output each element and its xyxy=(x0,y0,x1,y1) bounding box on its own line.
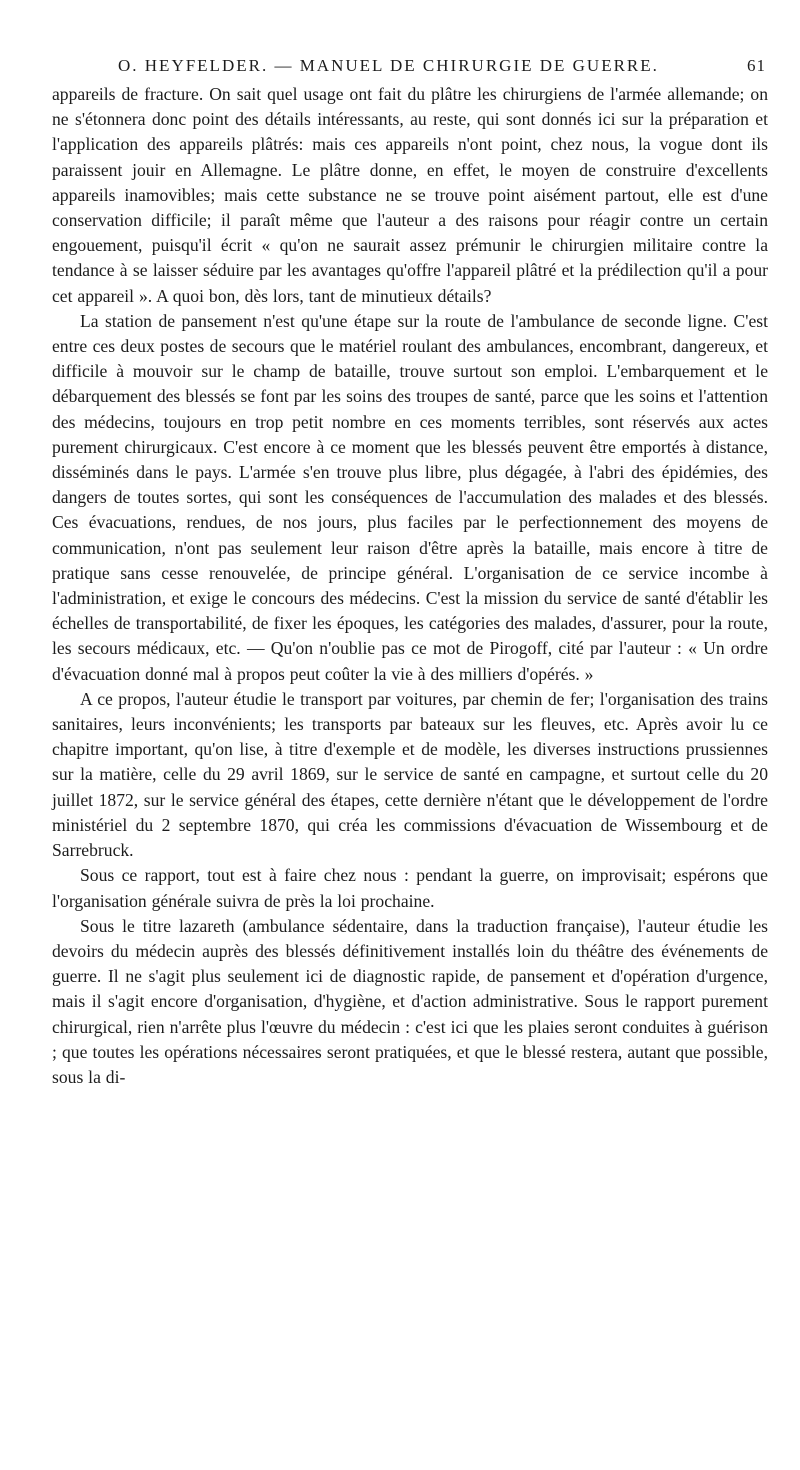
body-text xyxy=(52,82,768,1090)
running-head xyxy=(52,56,768,76)
paragraph-continued: appareils de fracture. On sait quel usage ont fait du plâtre les chirurgiens de l'armée allemande; on ne s'étonnera donc point des détails intéressants, au reste, qui sont donnés ici sur la préparation et l'application des appareils plâtrés: mais ces appareils n'ont point, chez nous, la vogue dont ils paraissent jouir en Allemagne. Le plâtre donne, en effet, le moyen de construire d'excellents appareils inamovibles; mais cette substance ne se trouve point aisément partout, elle est d'une conservation difficile; il paraît même que l'auteur a des raisons pour réagir contre un certain engouement, puisqu'il écrit « qu'on ne saurait assez prémunir le chirurgien militaire contre la tendance à se laisser séduire par les avantages qu'offre l'appareil plâtré et la prédilection qu'il a pour cet appareil ». A quoi bon, dès lors, tant de minutieux détails? xyxy=(52,84,768,306)
running-title: O. HEYFELDER. — MANUEL DE CHIRURGIE DE GUERRE. xyxy=(118,56,659,75)
paragraph: A ce propos, l'auteur étudie le transport par voitures, par chemin de fer; l'organisation des trains sanitaires, leurs inconvénients; les transports par bateaux sur les fleuves, etc. Après avoir lu ce chapitre important, qu'on lise, à titre d'exemple et de modèle, les diverses instructions prussiennes sur la matière, celle du 29 avril 1869, sur le service de santé en campagne, et surtout celle du 20 juillet 1872, sur le service général des étapes, cette dernière n'étant que le développement de l'ordre ministériel du 2 septembre 1870, qui créa les commissions d'évacuation de Wissembourg et de Sarrebruck. xyxy=(52,688,768,861)
page xyxy=(52,56,768,1090)
paragraph: Sous le titre lazareth (ambulance sédentaire, dans la traduction française), l'auteur étudie les devoirs du médecin auprès des blessés définitivement installés loin du théâtre des événements de guerre. Il ne s'agit plus seulement ici de diagnostic rapide, de pansement et d'opération d'urgence, mais il s'agit encore d'organisation, d'hygiène, et d'action administrative. Sous le rapport purement chirurgical, rien n'arrête plus l'œuvre du médecin : c'est ici que les plaies seront conduites à guérison ; que toutes les opérations nécessaires seront pratiquées, et que le blessé restera, autant que possible, sous la di- xyxy=(52,915,768,1087)
paragraph: La station de pansement n'est qu'une étape sur la route de l'ambulance de seconde ligne. C'est entre ces deux postes de secours que le matériel roulant des ambulances, encombrant, dangereux, et difficile à mouvoir sur le champ de bataille, trouve surtout son emploi. L'embarquement et le débarquement des blessés se font par les soins des troupes de santé, parce que les soins et l'attention des médecins, toujours en trop petit nombre en ces moments terribles, sont réservés aux actes purement chirurgicaux. C'est encore à ce moment que les blessés peuvent être emportés à distance, disséminés dans le pays. L'armée s'en trouve plus libre, plus dégagée, à l'abri des épidémies, des dangers de toutes sortes, qui sont les conséquences de l'accumulation des malades et des blessés. Ces évacuations, rendues, de nos jours, plus faciles par le perfectionnement des moyens de communication, n'ont pas seulement leur raison d'être après la bataille, mais encore à titre de pratique sans cesse renouvelée, de principe général. L'organisation de ce service incombe à l'administration, et exige le concours des médecins. C'est la mission du service de santé d'établir les échelles de transportabilité, de fixer les époques, les catégories des malades, d'assurer, pour la route, les secours médicaux, etc. — Qu'on n'oublie pas ce mot de Pirogoff, cité par l'auteur : « Un ordre d'évacuation donné mal à propos peut coûter la vie à des milliers d'opérés. » xyxy=(52,310,768,684)
page-number: 61 xyxy=(747,56,766,75)
paragraph: Sous ce rapport, tout est à faire chez nous : pendant la guerre, on improvisait; espérons que l'organisation générale suivra de près la loi prochaine. xyxy=(52,865,768,911)
